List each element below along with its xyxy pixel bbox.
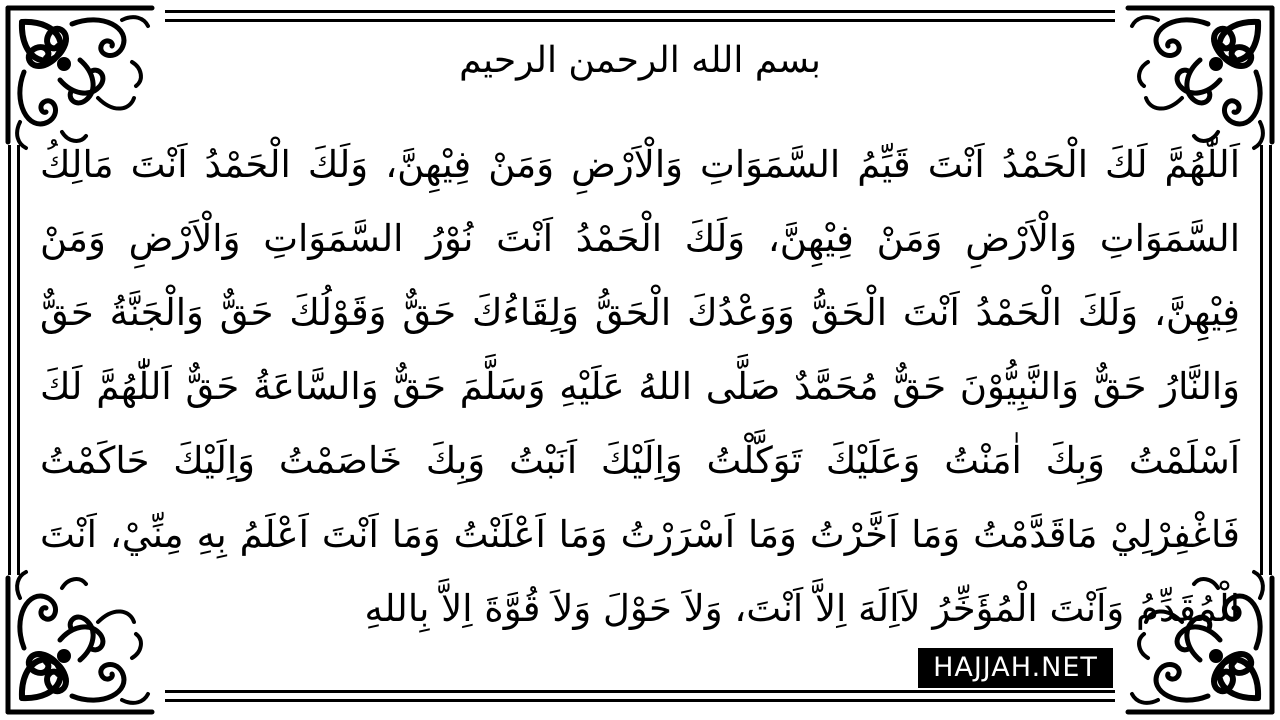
prayer-line: وَالنَّارُ حَقٌّ وَالنَّبِيُّوْنَ حَقٌّ مُحَمَّدٌ صَلَّى اللهُ عَلَيْهِ وَسَلَّمَ حَقٌّ وَالسَّاعَةُ حَقٌّ اَللّٰهُمَّ لَكَ bbox=[40, 365, 1240, 408]
prayer-line: فَاغْفِرْلِيْ مَاقَدَّمْتُ وَمَا اَخَّرْتُ وَمَا اَسْرَرْتُ وَمَا اَعْلَنْتُ وَمَا اَنْتَ اَعْلَمُ بِهِ مِنِّيْ، اَنْتَ bbox=[40, 513, 1240, 556]
watermark-badge: HAJJAH.NET bbox=[918, 648, 1113, 688]
prayer-line: فِيْهِنَّ، وَلَكَ الْحَمْدُ اَنْتَ الْحَقُّ وَوَعْدُكَ الْحَقُّ وَلِقَاءُكَ حَقٌّ وَقَوْلُكَ حَقٌّ وَالْجَنَّةُ حَقٌّ bbox=[40, 291, 1240, 334]
prayer-line: اَللّٰهُمَّ لَكَ الْحَمْدُ اَنْتَ قَيِّمُ السَّمَوَاتِ وَالْاَرْضِ وَمَنْ فِيْهِنَّ، وَلَكَ الْحَمْدُ اَنْتَ مَالِكُ bbox=[40, 143, 1240, 186]
prayer-line: السَّمَوَاتِ وَالْاَرْضِ وَمَنْ فِيْهِنَّ، وَلَكَ الْحَمْدُ اَنْتَ نُوْرُ السَّمَوَاتِ وَالْاَرْضِ وَمَنْ bbox=[40, 217, 1240, 260]
frame-right-rule bbox=[1260, 145, 1272, 575]
basmala-title: بسم الله الرحمن الرحيم bbox=[459, 40, 821, 81]
frame-top-rule bbox=[165, 10, 1115, 22]
prayer-text bbox=[40, 128, 1240, 646]
frame-bottom-rule bbox=[165, 690, 1115, 702]
frame-left-rule bbox=[8, 145, 20, 575]
prayer-line: اَسْلَمْتُ وَبِكَ اٰمَنْتُ وَعَلَيْكَ تَوَكَّلْتُ وَاِلَيْكَ اَنَبْتُ وَبِكَ خَاصَمْتُ وَاِلَيْكَ حَاكَمْتُ bbox=[40, 439, 1240, 482]
prayer-line: الْمُقَدِّمُ وَاَنْتَ الْمُؤَخِّرُ لاَاِلَهَ اِلاَّ اَنْتَ، وَلاَ حَوْلَ وَلاَ قُوَّةَ اِلاَّ بِاللهِ bbox=[364, 587, 1240, 630]
